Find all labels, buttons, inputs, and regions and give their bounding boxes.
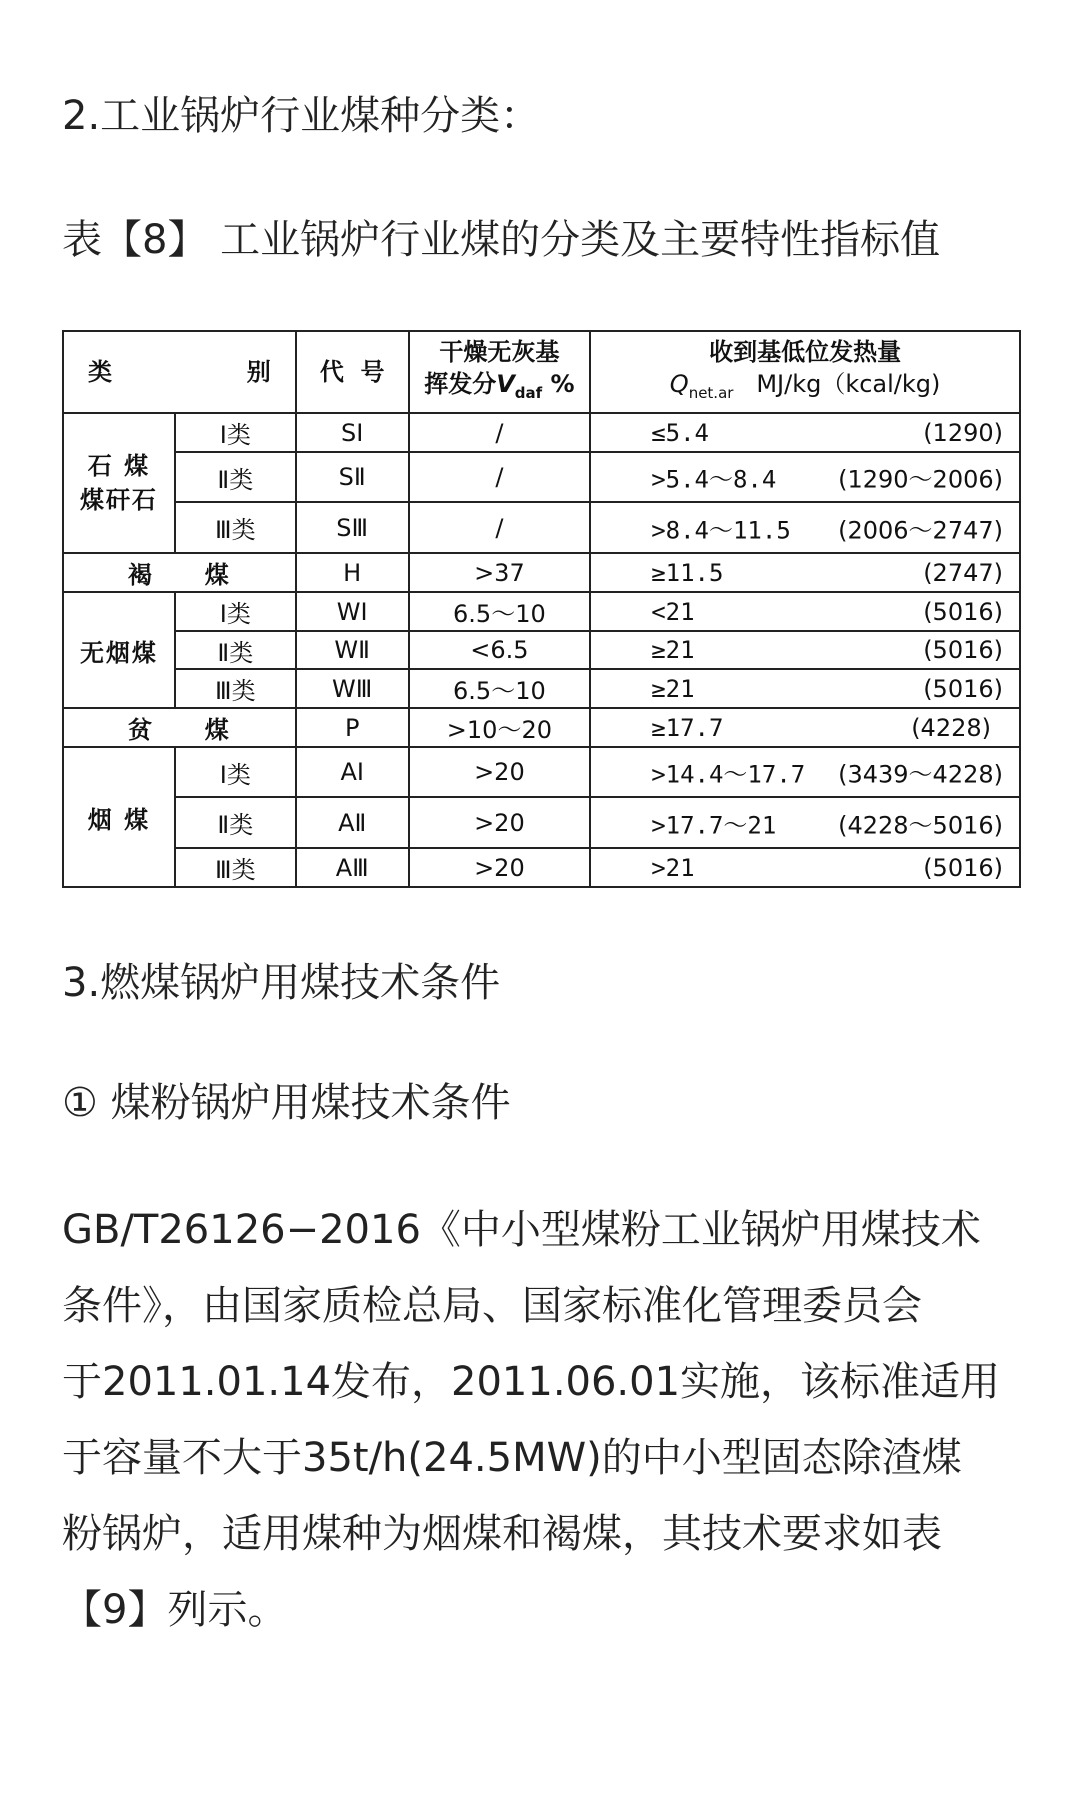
paragraph-line: 条件》，由国家质检总局、国家标准化管理委员会	[62, 1283, 922, 1329]
table-row	[63, 797, 1020, 848]
paragraph-line: 粉锅炉，适用煤种为烟煤和褐煤，其技术要求如表	[62, 1511, 942, 1557]
table-row	[63, 553, 1020, 592]
group-stone-coal: 石 煤 煤矸石	[63, 413, 175, 553]
table-row	[63, 708, 1020, 747]
class-cell: Ⅰ类	[175, 747, 296, 797]
volatile-cell: /	[409, 502, 591, 553]
paragraph-line: 【9】列示。	[62, 1587, 288, 1633]
heat-cell: >8.4～11.5 (2006～2747)	[590, 502, 1020, 553]
heat-cell: ≥21 (5016)	[590, 669, 1020, 708]
table-caption: 表【8】 工业锅炉行业煤的分类及主要特性指标值	[62, 217, 941, 263]
code-cell: AⅠ	[296, 747, 409, 797]
section-2-heading: 2.工业锅炉行业煤种分类：	[62, 93, 541, 139]
section-3-heading: 3.燃煤锅炉用煤技术条件	[62, 960, 501, 1006]
class-cell: Ⅲ类	[175, 848, 296, 887]
group-bituminous: 烟 煤	[63, 747, 175, 887]
volatile-cell: >37	[409, 553, 591, 592]
heat-cell: >17.7～21 (4228～5016)	[590, 797, 1020, 848]
body-paragraph	[62, 1192, 1032, 1648]
code-cell: WⅢ	[296, 669, 409, 708]
code-cell: P	[296, 708, 409, 747]
class-cell: Ⅱ类	[175, 797, 296, 848]
volatile-cell: 6.5～10	[409, 669, 591, 708]
group-lignite: 褐 煤	[63, 553, 296, 592]
heat-cell: ≥21 (5016)	[590, 631, 1020, 669]
code-cell: SⅡ	[296, 452, 409, 502]
header-volatile: 干燥无灰基 挥发分$V_{daf}$ %	[409, 331, 591, 413]
heat-cell: ≤5.4 (1290)	[590, 413, 1020, 452]
volatile-cell: >20	[409, 797, 591, 848]
paragraph-line: 于容量不大于35t/h(24.5MW)的中小型固态除渣煤	[62, 1435, 962, 1481]
class-cell: Ⅲ类	[175, 669, 296, 708]
heat-cell: ≥11.5 (2747)	[590, 553, 1020, 592]
table-row	[63, 592, 1020, 631]
volatile-cell: >20	[409, 747, 591, 797]
code-cell: WⅠ	[296, 592, 409, 631]
paragraph-line: GB/T26126−2016《中小型煤粉工业锅炉用煤技术	[62, 1207, 981, 1253]
code-cell: AⅢ	[296, 848, 409, 887]
heat-cell: ≥17.7 (4228)	[590, 708, 1020, 747]
volatile-cell: <6.5	[409, 631, 591, 669]
coal-classification-table	[62, 330, 1021, 888]
class-cell: Ⅰ类	[175, 413, 296, 452]
code-cell: WⅡ	[296, 631, 409, 669]
class-cell: Ⅱ类	[175, 631, 296, 669]
table-row	[63, 631, 1020, 669]
paragraph-line: 于2011.01.14发布，2011.06.01实施，该标准适用	[62, 1359, 1001, 1405]
heat-cell: >21 (5016)	[590, 848, 1020, 887]
table-row	[63, 452, 1020, 502]
header-code: 代 号	[296, 331, 409, 413]
code-cell: SⅠ	[296, 413, 409, 452]
class-cell: Ⅰ类	[175, 592, 296, 631]
volatile-cell: /	[409, 413, 591, 452]
heat-cell: >5.4～8.4 (1290～2006)	[590, 452, 1020, 502]
header-category: 类 别	[63, 331, 296, 413]
header-heat-value: 收到基低位发热量 $Q_{net.ar}$ MJ/kg（kcal/kg)	[590, 331, 1020, 413]
heat-cell: <21 (5016)	[590, 592, 1020, 631]
code-cell: AⅡ	[296, 797, 409, 848]
code-cell: SⅢ	[296, 502, 409, 553]
table-row	[63, 848, 1020, 887]
heat-cell: >14.4～17.7 (3439～4228)	[590, 747, 1020, 797]
volatile-cell: >20	[409, 848, 591, 887]
table-row	[63, 747, 1020, 797]
table-row	[63, 669, 1020, 708]
group-anthracite: 无烟煤	[63, 592, 175, 708]
table-row	[63, 413, 1020, 452]
volatile-cell: >10～20	[409, 708, 591, 747]
class-cell: Ⅱ类	[175, 452, 296, 502]
volatile-cell: /	[409, 452, 591, 502]
section-3-subheading: ① 煤粉锅炉用煤技术条件	[62, 1080, 511, 1126]
volatile-cell: 6.5～10	[409, 592, 591, 631]
code-cell: H	[296, 553, 409, 592]
table-header-row	[63, 331, 1020, 413]
group-lean-coal: 贫 煤	[63, 708, 296, 747]
class-cell: Ⅲ类	[175, 502, 296, 553]
table-row	[63, 502, 1020, 553]
